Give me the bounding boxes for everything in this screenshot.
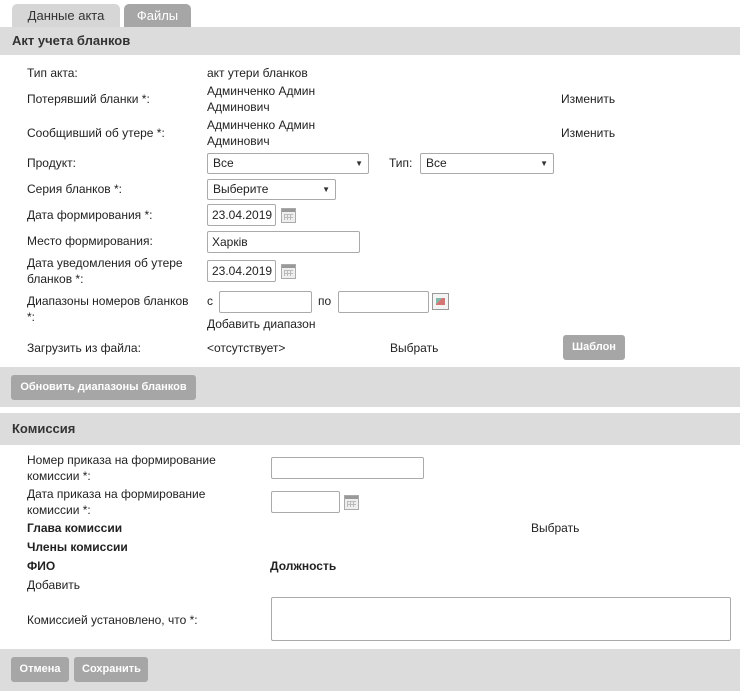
template-button[interactable]: Шаблон — [563, 335, 625, 360]
product-select-value: Все — [213, 156, 234, 170]
order-date-label-line2: комиссии *: — [27, 503, 91, 517]
members-col-name: ФИО — [27, 559, 56, 573]
commission-members-label: Члены комиссии — [27, 540, 128, 554]
range-to-label: по — [318, 294, 332, 308]
ranges-label-line2: *: — [27, 310, 36, 324]
act-section-title: Акт учета бланков — [0, 27, 740, 55]
order-date-input[interactable] — [271, 491, 340, 513]
series-select-value: Выберите — [213, 182, 269, 196]
product-label: Продукт: — [27, 156, 76, 170]
established-textarea[interactable] — [271, 597, 731, 641]
reported-by-change-link[interactable]: Изменить — [561, 126, 616, 140]
lost-by-change-link[interactable]: Изменить — [561, 92, 616, 106]
commission-head-label: Глава комиссии — [27, 521, 123, 535]
notify-date-input[interactable] — [207, 260, 276, 282]
order-number-input[interactable] — [271, 457, 424, 479]
calendar-icon[interactable] — [281, 264, 296, 279]
established-label: Комиссией установлено, что *: — [27, 613, 198, 627]
broken-image-icon[interactable] — [432, 293, 449, 310]
date-formed-input[interactable] — [207, 204, 276, 226]
act-type-label: Тип акта: — [27, 66, 78, 80]
type-filter-select-value: Все — [426, 156, 447, 170]
date-formed-label: Дата формирования *: — [27, 208, 153, 222]
chevron-down-icon: ▼ — [540, 159, 548, 168]
chevron-down-icon: ▼ — [355, 159, 363, 168]
order-number-label-line2: комиссии *: — [27, 469, 91, 483]
place-input[interactable] — [207, 231, 360, 253]
chevron-down-icon: ▼ — [322, 185, 330, 194]
cancel-button[interactable]: Отмена — [11, 657, 69, 682]
calendar-icon[interactable] — [281, 208, 296, 223]
act-type-value: акт утери бланков — [207, 66, 308, 80]
calendar-icon[interactable] — [344, 495, 359, 510]
lost-by-label: Потерявший бланки *: — [27, 92, 150, 106]
tab-files[interactable]: Файлы — [124, 4, 191, 27]
order-number-label-line1: Номер приказа на формирование — [27, 453, 216, 467]
ranges-label-line1: Диапазоны номеров бланков — [27, 294, 189, 308]
range-from-label: с — [207, 294, 213, 308]
range-from-input[interactable] — [219, 291, 312, 313]
range-to-input[interactable] — [338, 291, 429, 313]
reported-by-value-line2: Админович — [207, 134, 270, 148]
upload-choose-link[interactable]: Выбрать — [390, 341, 439, 355]
reported-by-label: Сообщивший об утере *: — [27, 126, 165, 140]
notify-date-label-line2: бланков *: — [27, 272, 84, 286]
notify-date-label-line1: Дата уведомления об утере — [27, 256, 183, 270]
series-label: Серия бланков *: — [27, 182, 122, 196]
commission-section-title: Комиссия — [0, 413, 740, 445]
members-col-position: Должность — [270, 559, 337, 573]
tab-act-data[interactable]: Данные акта — [12, 4, 120, 27]
upload-label: Загрузить из файла: — [27, 341, 141, 355]
type-filter-label: Тип: — [389, 156, 413, 170]
reported-by-value-line1: Админченко Админ — [207, 118, 316, 132]
product-select[interactable] — [207, 153, 369, 174]
series-select[interactable] — [207, 179, 336, 200]
upload-value: <отсутствует> — [207, 341, 286, 355]
lost-by-value-line2: Админович — [207, 100, 270, 114]
type-filter-select[interactable] — [420, 153, 554, 174]
commission-head-choose-link[interactable]: Выбрать — [531, 521, 580, 535]
save-button[interactable]: Сохранить — [74, 657, 148, 682]
lost-by-value-line1: Админченко Админ — [207, 84, 316, 98]
order-date-label-line1: Дата приказа на формирование — [27, 487, 206, 501]
place-label: Место формирования: — [27, 234, 153, 248]
refresh-ranges-button[interactable]: Обновить диапазоны бланков — [11, 375, 196, 400]
add-member-link[interactable]: Добавить — [27, 578, 81, 592]
add-range-link[interactable]: Добавить диапазон — [207, 317, 316, 331]
